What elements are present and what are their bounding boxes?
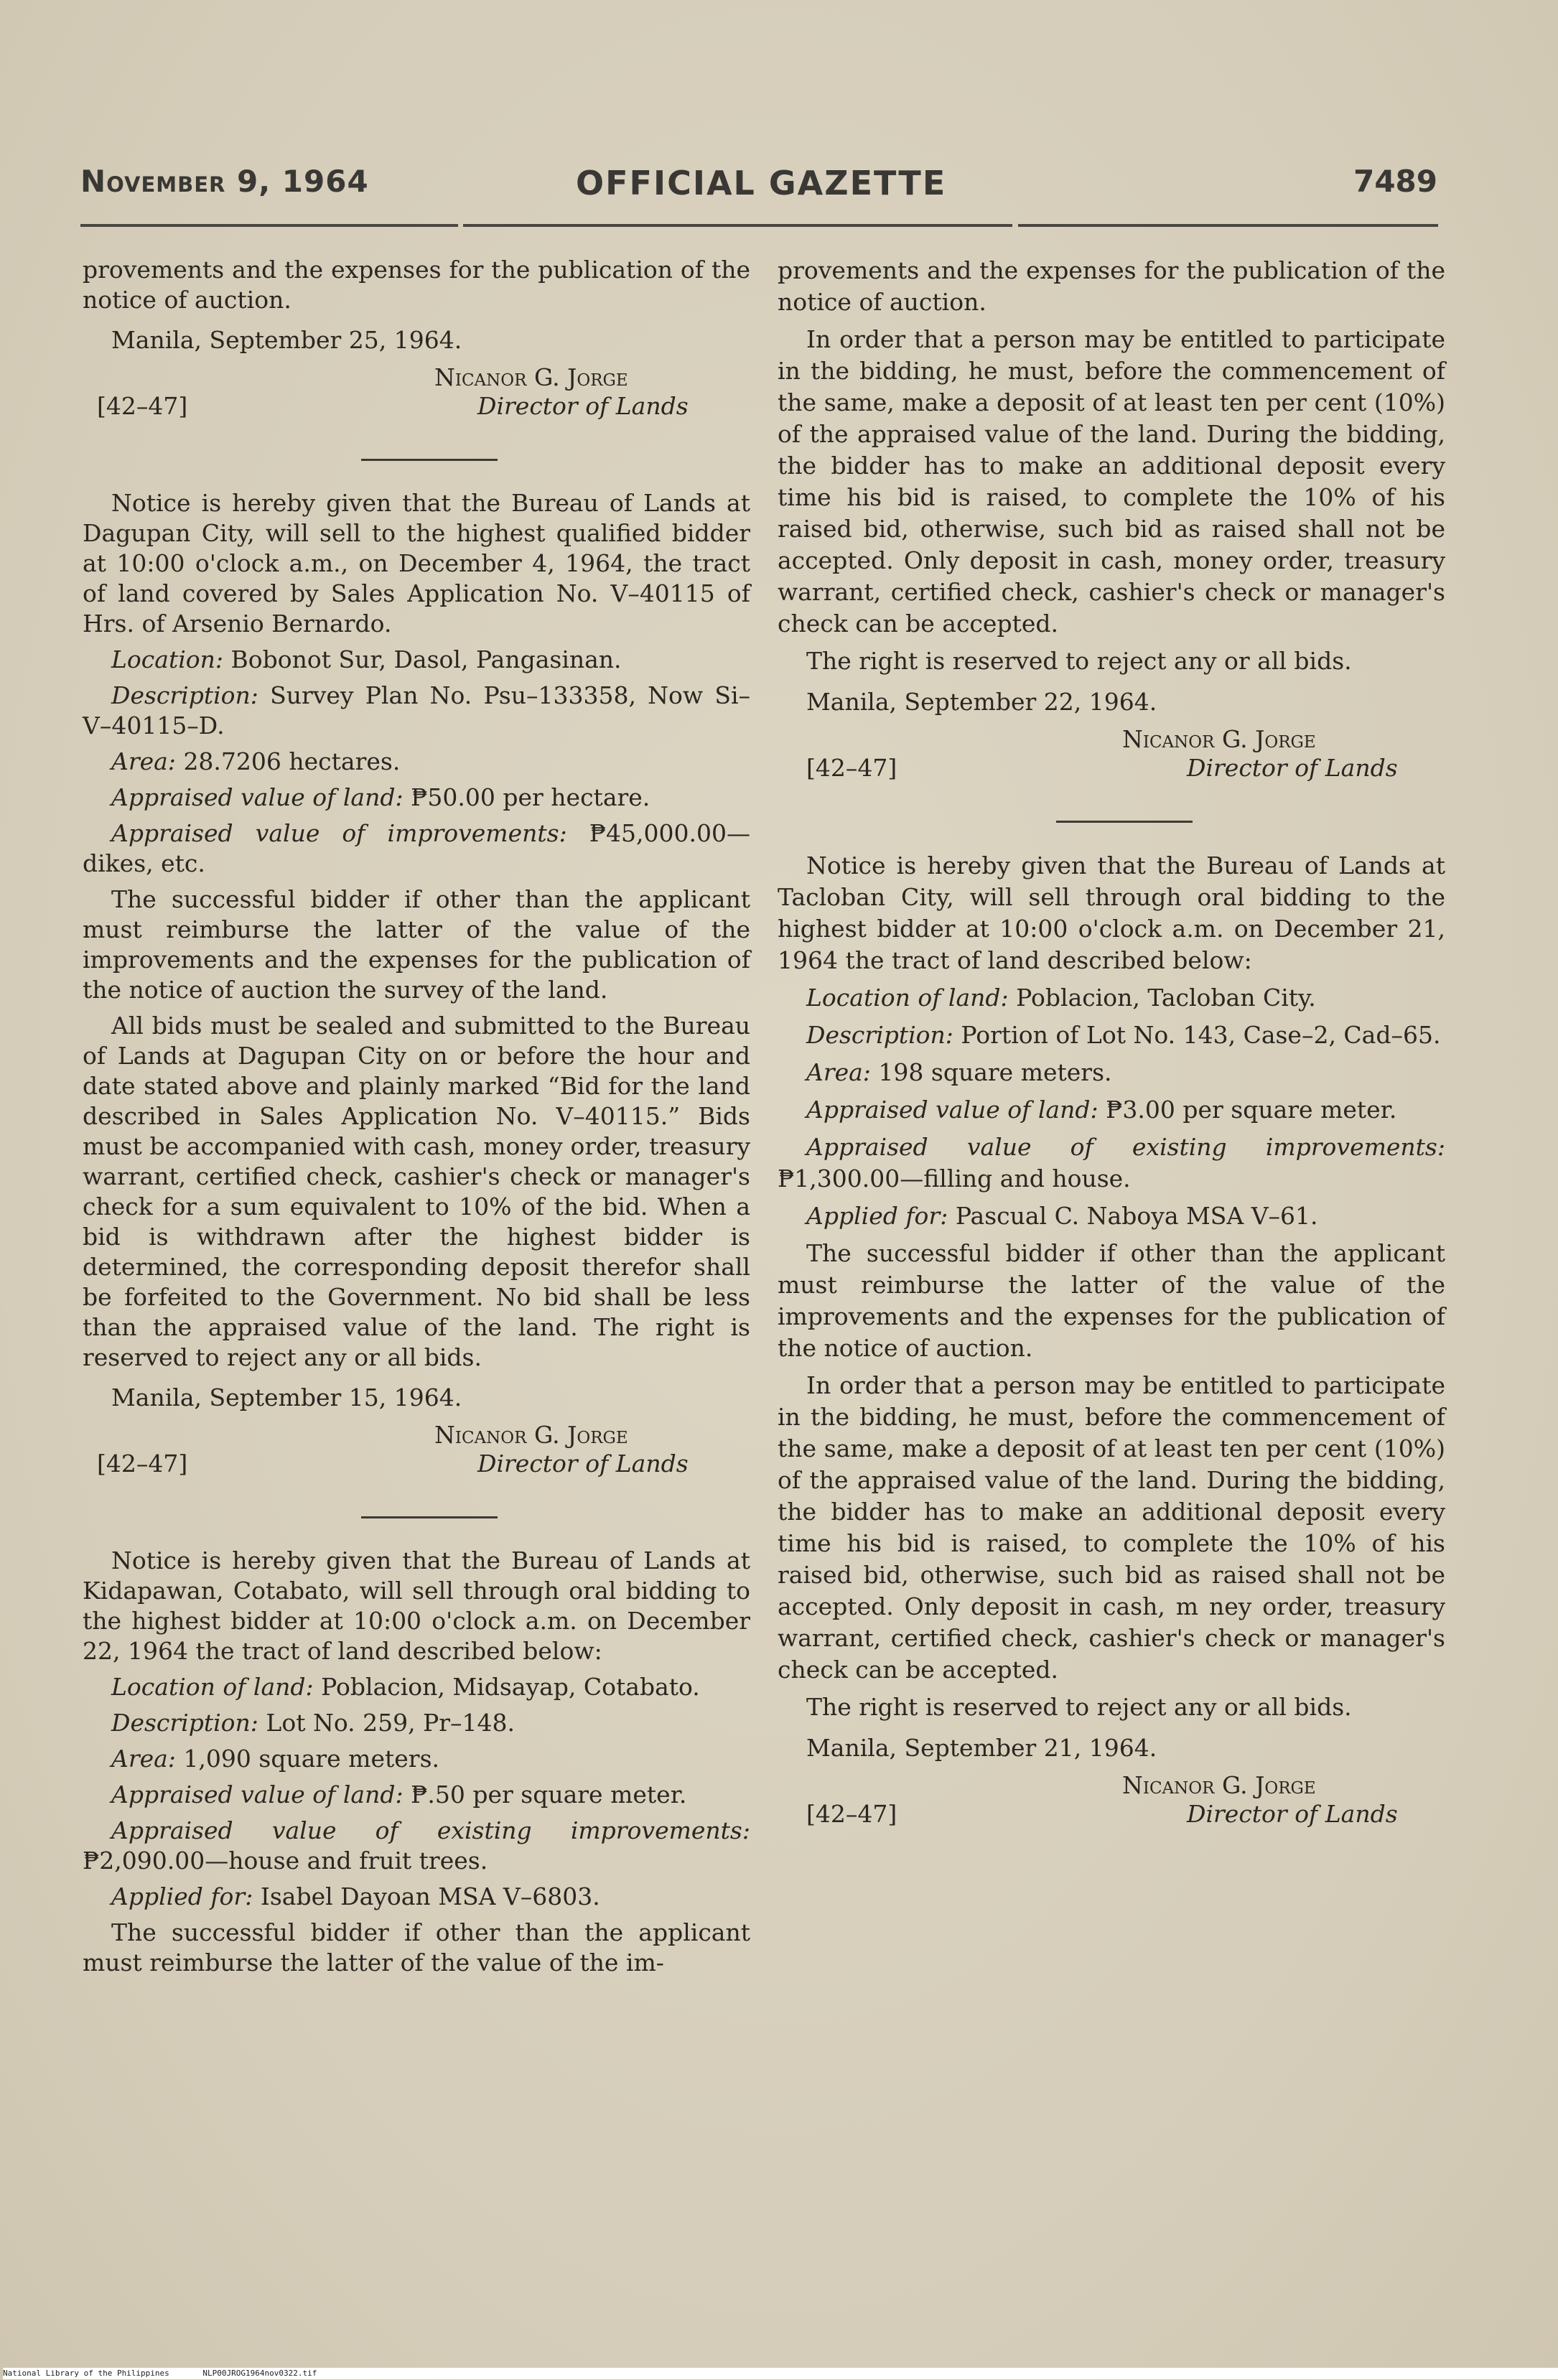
signature-block bbox=[83, 1420, 750, 1492]
notice-date: Manila, September 22, 1964. bbox=[806, 688, 1157, 716]
scan-footer bbox=[3, 2368, 1558, 2379]
section-divider bbox=[361, 459, 498, 461]
field-area: Area: 1,090 square meters. bbox=[111, 1745, 439, 1773]
signature-block bbox=[83, 363, 750, 434]
signatory-name: Nicanor G. Jorge bbox=[1122, 1771, 1316, 1799]
right-column bbox=[778, 255, 1445, 1842]
signature-block bbox=[778, 1770, 1445, 1842]
reject-paragraph: The right is reserved to reject any or all bids. bbox=[806, 1693, 1352, 1721]
reference-number: [42–47] bbox=[97, 392, 188, 420]
signatory-name: Nicanor G. Jorge bbox=[1122, 725, 1316, 753]
signature-block bbox=[778, 724, 1445, 796]
field-appraised-improvements: Appraised value of existing improvements: ₱1,300.00—filling and house. bbox=[778, 1133, 1445, 1193]
field-appraised-land: Appraised value of land: ₱.50 per square meter. bbox=[111, 1781, 687, 1809]
reimburse-paragraph: The successful bidder if other than the applicant must reimburse the latter of the value of the improvements and the expenses for the publication of the notice of auction the survey of the land. bbox=[83, 885, 750, 1004]
footer-library: National Library of the Philippines bbox=[3, 2369, 169, 2378]
field-area: Area: 28.7206 hectares. bbox=[111, 747, 401, 775]
field-location: Location of land: Poblacion, Midsayap, Cotabato. bbox=[111, 1673, 700, 1701]
signatory-name: Nicanor G. Jorge bbox=[434, 363, 628, 391]
field-appraised-land: Appraised value of land: ₱3.00 per square meter. bbox=[806, 1096, 1397, 1124]
signatory-title: Director of Lands bbox=[1187, 754, 1398, 782]
field-appraised-improvements: Appraised value of existing improvements: ₱2,090.00—house and fruit trees. bbox=[83, 1816, 750, 1875]
page-number: 7489 bbox=[1353, 164, 1437, 199]
field-applied-for: Applied for: Isabel Dayoan MSA V–6803. bbox=[111, 1882, 600, 1910]
page-header bbox=[80, 164, 1437, 214]
notice-intro: Notice is hereby given that the Bureau of Lands at Tacloban City, will sell through oral bidding to the highest bidder at 10:00 o'clock a.m. on December 21, 1964 the tract of land described below: bbox=[778, 851, 1445, 974]
field-location: Location: Bobonot Sur, Dasol, Pangasinan. bbox=[111, 645, 622, 673]
deposit-paragraph: In order that a person may be entitled to participate in the bidding, he must, before the commencement of the same, make a deposit of at least ten per cent (10%) of the appraised value of the land. During the bidding, the bidder has to make an additional deposit every time his bid is raised, to complete the 10% of his raised bid, otherwise, such bid as raised shall not be accepted. Only deposit in cash, money order, treasury warrant, certified check, cashier's check or manager's check can be accepted. bbox=[778, 325, 1445, 638]
bids-paragraph: All bids must be sealed and submitted to the Bureau of Lands at Dagupan City on or before the hour and date stated above and plainly marked “Bid for the land described in Sales Application No. V–40115.” Bids must be accompanied with cash, money order, treasury warrant, certified check, cashier's check or manager's check for a sum equivalent to 10% of the bid. When a bid is withdrawn after the highest bidder is determined, the corresponding deposit therefor shall be forfeited to the Government. No bid shall be less than the appraised value of the land. The right is reserved to reject any or all bids. bbox=[83, 1012, 750, 1371]
notice-date: Manila, September 15, 1964. bbox=[111, 1383, 462, 1411]
notice-date: Manila, September 25, 1964. bbox=[111, 326, 462, 354]
field-area: Area: 198 square meters. bbox=[806, 1058, 1112, 1086]
deposit-paragraph: In order that a person may be entitled to participate in the bidding, he must, before the commencement of the same, make a deposit of at least ten per cent (10%) of the appraised value of the land. During the bidding, the bidder has to make an additional deposit every time his bid is raised, to complete the 10% of his raised bid, otherwise, such bid as raised shall not be accepted. Only deposit in cash, m ney order, treasury warrant, certified check, cashier's check or manager's check can be accepted. bbox=[778, 1371, 1445, 1684]
header-title: OFFICIAL GAZETTE bbox=[576, 164, 947, 202]
signatory-name: Nicanor G. Jorge bbox=[434, 1421, 628, 1449]
reference-number: [42–47] bbox=[97, 1450, 188, 1478]
reimburse-paragraph: The successful bidder if other than the applicant must reimburse the latter of the value of the im- bbox=[83, 1918, 750, 1977]
reject-paragraph: The right is reserved to reject any or all bids. bbox=[806, 647, 1352, 675]
reference-number: [42–47] bbox=[806, 1800, 897, 1828]
notice-intro: Notice is hereby given that the Bureau of Lands at Dagupan City, will sell to the highest qualified bidder at 10:00 o'clock a.m., on December 4, 1964, the tract of land covered by Sales Application No. V–40115 of Hrs. of Arsenio Bernardo. bbox=[83, 489, 750, 638]
field-appraised-land: Appraised value of land: ₱50.00 per hectare. bbox=[111, 783, 650, 811]
field-description: Description: Lot No. 259, Pr–148. bbox=[111, 1709, 516, 1737]
continued-paragraph: provements and the expenses for the publication of the notice of auction. bbox=[778, 256, 1445, 316]
reference-number: [42–47] bbox=[806, 754, 897, 782]
left-column bbox=[83, 255, 750, 1984]
signatory-title: Director of Lands bbox=[477, 1450, 689, 1478]
section-divider bbox=[361, 1516, 498, 1518]
reimburse-paragraph: The successful bidder if other than the applicant must reimburse the latter of the value of the improvements and the expenses for the publication of the notice of auction. bbox=[778, 1239, 1445, 1362]
field-appraised-improvements: Appraised value of improvements: ₱45,000.00—dikes, etc. bbox=[83, 819, 750, 877]
header-date: November 9, 1964 bbox=[80, 164, 369, 199]
field-description: Description: Survey Plan No. Psu–133358, Now Si–V–40115–D. bbox=[83, 681, 750, 739]
header-rule-left bbox=[80, 224, 458, 227]
footer-filename: NLP00JROG1964nov0322.tif bbox=[202, 2369, 317, 2378]
field-applied-for: Applied for: Pascual C. Naboya MSA V–61. bbox=[806, 1202, 1318, 1230]
notice-date: Manila, September 21, 1964. bbox=[806, 1734, 1157, 1762]
header-rule-center bbox=[463, 224, 1012, 227]
signatory-title: Director of Lands bbox=[477, 392, 689, 420]
header-rule-right bbox=[1018, 224, 1438, 227]
section-divider bbox=[1056, 821, 1193, 823]
field-description: Description: Portion of Lot No. 143, Case–2, Cad–65. bbox=[806, 1021, 1441, 1049]
continued-paragraph: provements and the expenses for the publication of the notice of auction. bbox=[83, 256, 750, 314]
field-location: Location of land: Poblacion, Tacloban City. bbox=[806, 984, 1316, 1012]
signatory-title: Director of Lands bbox=[1187, 1800, 1398, 1828]
notice-intro: Notice is hereby given that the Bureau of Lands at Kidapawan, Cotabato, will sell through oral bidding to the highest bidder at 10:00 o'clock a.m. on December 22, 1964 the tract of land described below: bbox=[83, 1546, 750, 1665]
